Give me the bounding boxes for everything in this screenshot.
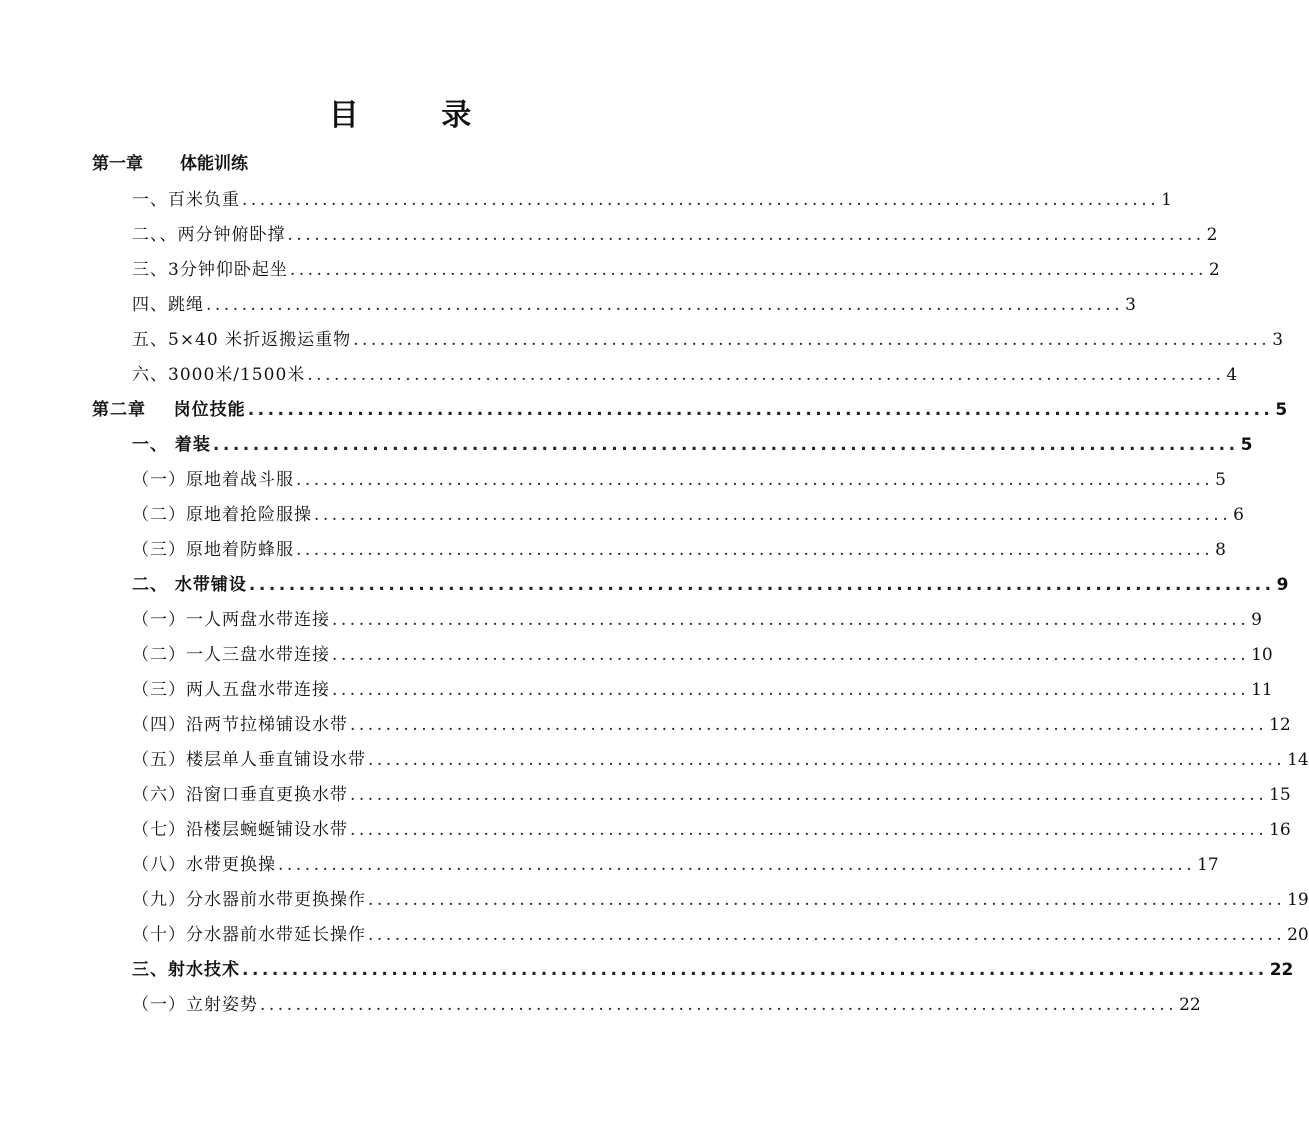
dot-leader: ....................................................................................................... — [287, 225, 1205, 245]
toc-entry-label: （九）分水器前水带更换操作 — [132, 890, 366, 910]
dot-leader: ....................................................................................................... — [206, 295, 1124, 315]
toc-entry-label: （五）楼层单人垂直铺设水带 — [132, 750, 366, 770]
toc-entry-page: 22 — [1269, 960, 1294, 980]
chapter-heading — [92, 152, 248, 176]
toc-entry-page: 5 — [1215, 470, 1226, 490]
dot-leader: ....................................................................................................... — [248, 575, 1275, 595]
toc-entry-label: 三、3分钟仰卧起坐 — [132, 260, 288, 280]
toc-entry[interactable] — [132, 608, 1262, 632]
toc-entry[interactable] — [132, 223, 1218, 247]
toc-entry-section[interactable] — [132, 433, 1253, 457]
toc-entry[interactable] — [132, 783, 1291, 807]
toc-entry-label: 一、 着装 — [132, 435, 211, 455]
toc-entry-label: （一）一人两盘水带连接 — [132, 610, 330, 630]
toc-entry[interactable] — [132, 713, 1291, 737]
toc-entry-label: （二）原地着抢险服操 — [132, 505, 312, 525]
toc-entry-label: （八）水带更换操 — [132, 855, 276, 875]
toc-entry-chapter[interactable] — [92, 398, 1288, 422]
toc-entry-label: （三）原地着防蜂服 — [132, 540, 294, 560]
dot-leader: ....................................................................................................... — [242, 960, 1268, 980]
toc-entry[interactable] — [132, 188, 1172, 212]
toc-entry-label: （十）分水器前水带延长操作 — [132, 925, 366, 945]
toc-entry-page: 14 — [1287, 750, 1309, 770]
toc-entry[interactable] — [132, 468, 1226, 492]
toc-entry[interactable] — [132, 678, 1273, 702]
toc-entry-page: 16 — [1269, 820, 1291, 840]
toc-entry-page: 20 — [1287, 925, 1309, 945]
dot-leader: ....................................................................................................... — [247, 400, 1274, 420]
toc-entry[interactable] — [132, 328, 1284, 352]
toc-entry-label: （一）原地着战斗服 — [132, 470, 294, 490]
toc-entry[interactable] — [132, 993, 1201, 1017]
toc-entry-label: 四、跳绳 — [132, 295, 204, 315]
dot-leader: ....................................................................................................... — [212, 435, 1239, 455]
toc-entry[interactable] — [132, 538, 1226, 562]
toc-entry-page: 12 — [1269, 715, 1291, 735]
toc-entry[interactable] — [132, 818, 1291, 842]
toc-entry-page: 3 — [1272, 330, 1284, 350]
toc-entry[interactable] — [132, 748, 1309, 772]
toc-entry-page: 11 — [1251, 680, 1273, 700]
toc-entry[interactable] — [132, 293, 1136, 317]
toc-entry-label: （二）一人三盘水带连接 — [132, 645, 330, 665]
dot-leader: ....................................................................................................... — [350, 820, 1268, 840]
toc-entry-label: （四）沿两节拉梯铺设水带 — [132, 715, 348, 735]
toc-entry-page: 15 — [1269, 785, 1291, 805]
toc-entry-page: 10 — [1251, 645, 1273, 665]
dot-leader: ....................................................................................................... — [332, 680, 1250, 700]
toc-entry-label: （七）沿楼层蜿蜒铺设水带 — [132, 820, 348, 840]
toc-entry-label: 五、5×40 米折返搬运重物 — [132, 330, 352, 350]
toc-entry-label: 一、百米负重 — [132, 190, 240, 210]
toc-entry-label: 第二章 岗位技能 — [92, 400, 246, 420]
toc-entry[interactable] — [132, 503, 1244, 527]
toc-entry-page: 2 — [1206, 225, 1218, 245]
dot-leader: ....................................................................................................... — [350, 785, 1268, 805]
toc-entry-label: （一）立射姿势 — [132, 995, 258, 1015]
chapter-number: 第一章 — [92, 154, 143, 174]
toc-entry-label: 二、、两分钟俯卧撑 — [132, 225, 286, 245]
toc-entry-page: 9 — [1276, 575, 1289, 595]
toc-entry-page: 22 — [1179, 995, 1201, 1015]
dot-leader: ....................................................................................................... — [332, 645, 1250, 665]
toc-title: 目 录 — [328, 98, 508, 133]
toc-entry[interactable] — [132, 643, 1273, 667]
toc-entry[interactable] — [132, 363, 1238, 387]
toc-entry[interactable] — [132, 888, 1309, 912]
dot-leader: ....................................................................................................... — [368, 890, 1286, 910]
toc-entry[interactable] — [132, 258, 1220, 282]
toc-entry-label: （三）两人五盘水带连接 — [132, 680, 330, 700]
toc-entry-page: 19 — [1287, 890, 1309, 910]
toc-entry-label: 六、3000米/1500米 — [132, 365, 306, 385]
toc-entry-page: 3 — [1125, 295, 1136, 315]
toc-entry-page: 4 — [1226, 365, 1238, 385]
toc-entry-page: 8 — [1215, 540, 1226, 560]
chapter-title: 体能训练 — [180, 154, 248, 174]
dot-leader: ....................................................................................................... — [353, 330, 1271, 350]
toc-entry-section[interactable] — [132, 958, 1294, 982]
toc-entry-page: 17 — [1197, 855, 1219, 875]
dot-leader: ....................................................................................................... — [332, 610, 1250, 630]
dot-leader: ....................................................................................................... — [260, 995, 1178, 1015]
dot-leader: ....................................................................................................... — [278, 855, 1196, 875]
toc-entry-page: 1 — [1161, 190, 1172, 210]
toc-entry-label: （六）沿窗口垂直更换水带 — [132, 785, 348, 805]
dot-leader: ....................................................................................................... — [314, 505, 1232, 525]
toc-entry-section[interactable] — [132, 573, 1289, 597]
toc-entry-page: 2 — [1208, 260, 1220, 280]
dot-leader: ....................................................................................................... — [368, 750, 1286, 770]
dot-leader: ....................................................................................................... — [289, 260, 1207, 280]
toc-entry-label: 三、射水技术 — [132, 960, 240, 980]
dot-leader: ....................................................................................................... — [296, 470, 1214, 490]
toc-entry-page: 5 — [1275, 400, 1288, 420]
toc-entry-label: 二、 水带铺设 — [132, 575, 247, 595]
toc-entry-page: 9 — [1251, 610, 1262, 630]
dot-leader: ....................................................................................................... — [296, 540, 1214, 560]
toc-entry-page: 5 — [1240, 435, 1253, 455]
dot-leader: ....................................................................................................... — [242, 190, 1160, 210]
toc-entry-page: 6 — [1233, 505, 1244, 525]
dot-leader: ....................................................................................................... — [307, 365, 1225, 385]
dot-leader: ....................................................................................................... — [350, 715, 1268, 735]
toc-entry[interactable] — [132, 853, 1219, 877]
toc-entry[interactable] — [132, 923, 1309, 947]
dot-leader: ....................................................................................................... — [368, 925, 1286, 945]
